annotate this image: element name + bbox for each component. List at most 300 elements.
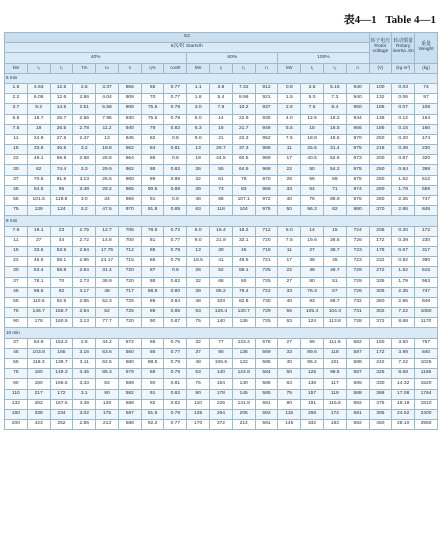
header-row-units <box>5 63 438 73</box>
table-cell: 3.5 <box>301 83 324 93</box>
table-cell: 90 <box>210 348 233 358</box>
table-cell: 747 <box>415 196 438 206</box>
table-cell: 975 <box>346 145 369 155</box>
table-cell: 1.52 <box>392 267 415 277</box>
unit-header-cell: I₁ <box>27 63 50 73</box>
table-row <box>5 389 438 399</box>
table-cell: 0.39 <box>392 145 415 155</box>
table-cell: 2.2 <box>5 94 28 104</box>
group-row <box>5 73 438 83</box>
table-cell: 93 <box>301 297 324 307</box>
table-cell: 111.8 <box>323 338 346 348</box>
table-cell: 720 <box>118 267 141 277</box>
table-cell: 584 <box>255 369 278 379</box>
table-cell: 232 <box>369 257 392 267</box>
table-cell: 92 <box>50 287 73 297</box>
table-row <box>5 359 438 369</box>
table-cell: 68.8 <box>50 267 73 277</box>
table-cell: 962 <box>118 145 141 155</box>
table-cell: 180 <box>27 379 50 389</box>
table-cell: 55 <box>5 359 28 369</box>
table-cell: 64 <box>301 185 324 195</box>
table-cell: 956 <box>346 124 369 134</box>
table-cell: 1026 <box>415 359 438 369</box>
table-row <box>5 104 438 114</box>
table-cell: 2.96 <box>73 257 96 267</box>
table-cell: 320 <box>415 155 438 165</box>
table-cell: 4.63 <box>27 83 50 93</box>
table-cell: 0.77 <box>164 236 187 246</box>
table-cell: 730 <box>255 297 278 307</box>
table-cell: 840 <box>415 348 438 358</box>
table-cell: 65 <box>141 83 164 93</box>
table-cell: 940 <box>346 83 369 93</box>
table-cell: 154 <box>415 114 438 124</box>
table-cell: 19.6 <box>301 236 324 246</box>
table-cell: 55 <box>5 196 28 206</box>
table-cell: 126 <box>96 399 119 409</box>
table-cell: 0.81 <box>164 145 187 155</box>
table-cell: 11.2 <box>96 124 119 134</box>
table-cell: 705 <box>118 226 141 236</box>
table-cell: 2.88 <box>73 155 96 165</box>
table-cell: 18.5 <box>187 257 210 267</box>
table-cell: 77 <box>210 338 233 348</box>
table-cell: 589 <box>118 379 141 389</box>
table-cell: 974 <box>346 185 369 195</box>
table-cell: 0.82 <box>164 165 187 175</box>
table-cell: 60.5 <box>232 155 255 165</box>
table-cell: 3.48 <box>73 399 96 409</box>
table-cell: 84 <box>141 145 164 155</box>
table-cell: 3.3 <box>73 165 96 175</box>
table-cell: 124 <box>50 206 73 216</box>
table-cell: 7.5 <box>278 236 301 246</box>
table-cell: 103.8 <box>27 348 50 358</box>
table-cell: 3.2 <box>73 145 96 155</box>
table-cell: 33.5 <box>27 246 50 256</box>
table-cell: 132 <box>369 94 392 104</box>
table-row <box>5 145 438 155</box>
table-cell: 136 <box>232 348 255 358</box>
table-cell: 3.1 <box>73 389 96 399</box>
table-cell: 13 <box>96 134 119 144</box>
table-cell: 976 <box>346 196 369 206</box>
table-cell: 11 <box>5 236 28 246</box>
table-cell: 588 <box>346 359 369 369</box>
table-cell: 3.13 <box>73 175 96 185</box>
table-cell: 1520 <box>415 379 438 389</box>
table-cell: 68.7 <box>323 297 346 307</box>
table-cell: 106.6 <box>210 359 233 369</box>
table-cell: 2.85 <box>73 297 96 307</box>
table-cell: 360 <box>369 297 392 307</box>
table-cell: 82.8 <box>232 297 255 307</box>
table-cell: 157 <box>301 389 324 399</box>
table-cell: 3.02 <box>73 409 96 419</box>
table-row <box>5 308 438 318</box>
table-cell: 950 <box>346 104 369 114</box>
table-cell: 587 <box>346 369 369 379</box>
table-cell: 7.32 <box>232 83 255 93</box>
table-cell: 136 <box>232 318 255 328</box>
table-cell: 21 <box>210 134 233 144</box>
table-cell: 2.75 <box>73 226 96 236</box>
table-cell: 86 <box>141 257 164 267</box>
table-cell: 122 <box>232 359 255 369</box>
table-cell: 5.0 <box>187 114 210 124</box>
table-cell: 0.8 <box>164 155 187 165</box>
table-cell: 5.58 <box>96 104 119 114</box>
table-cell: 8.96 <box>232 94 255 104</box>
table-cell: 172 <box>369 348 392 358</box>
table-cell: 579 <box>118 369 141 379</box>
table-cell: 230 <box>415 236 438 246</box>
table-cell: 1.79 <box>392 277 415 287</box>
table-cell: 700 <box>118 236 141 246</box>
table-cell: 41 <box>210 257 233 267</box>
table-cell: 118 <box>210 206 233 216</box>
table-cell: 729 <box>255 308 278 318</box>
table-cell: 726 <box>346 287 369 297</box>
table-cell: 908 <box>118 94 141 104</box>
table-cell: 372 <box>210 420 233 430</box>
table-cell: 3.16 <box>73 348 96 358</box>
table-cell: 160 <box>27 369 50 379</box>
table-cell: 591 <box>346 409 369 419</box>
table-cell: 115 <box>278 409 301 419</box>
table-cell: 2.94 <box>73 246 96 256</box>
table-cell: 5.4 <box>210 94 233 104</box>
table-cell: 75 <box>5 369 28 379</box>
table-cell: 1.8 <box>187 94 210 104</box>
table-cell: 921 <box>255 94 278 104</box>
unit-header-cell: kW <box>5 63 28 73</box>
table-cell: 84.5 <box>27 185 50 195</box>
table-cell: 50 <box>301 165 324 175</box>
table-cell: 160 <box>5 409 28 419</box>
table-cell: 124 <box>301 318 324 328</box>
table-cell: 17 <box>278 257 301 267</box>
table-cell: 154 <box>210 379 233 389</box>
unit-header-cell: I₂ <box>50 63 73 73</box>
table-cell: 7.5 <box>5 124 28 134</box>
table-cell: 52 <box>210 267 233 277</box>
table-cell: 0.89 <box>164 185 187 195</box>
table-cell: 19.1 <box>27 226 50 236</box>
table-cell: 3.98 <box>392 348 415 358</box>
table-cell: 0.67 <box>392 155 415 165</box>
table-cell: 44.5 <box>210 155 233 165</box>
table-cell: 101.5 <box>27 196 50 206</box>
table-cell: 0.79 <box>164 257 187 267</box>
table-cell: 67 <box>323 287 346 297</box>
table-cell: 18.8 <box>96 145 119 155</box>
table-cell: 27.6 <box>50 134 73 144</box>
table-cell: 0.77 <box>164 420 187 430</box>
table-cell: 24.17 <box>96 257 119 267</box>
table-cell: 113.8 <box>323 318 346 328</box>
table-row <box>5 399 438 409</box>
table-cell: 107.1 <box>232 196 255 206</box>
table-cell: 26.5 <box>50 124 73 134</box>
table-cell: 30 <box>5 267 28 277</box>
table-cell: 720 <box>118 277 141 287</box>
table-cell: 6.05 <box>27 94 50 104</box>
table-cell: 2.86 <box>392 206 415 216</box>
table-cell: 17.08 <box>392 389 415 399</box>
table-cell: 51 <box>323 277 346 287</box>
table-cell: 89 <box>141 308 164 318</box>
table-cell: 0.89 <box>164 206 187 216</box>
table-cell: 5.0 <box>278 226 301 236</box>
table-cell: 2.56 <box>73 114 96 124</box>
table-cell: 37 <box>5 175 28 185</box>
table-cell: 15 <box>5 246 28 256</box>
table-row <box>5 83 438 93</box>
table-cell: 26 <box>187 165 210 175</box>
table-cell: 86 <box>141 348 164 358</box>
table-cell: 33 <box>278 287 301 297</box>
table-cell: 15 <box>301 124 324 134</box>
table-cell: 75 <box>187 318 210 328</box>
table-cell: 70 <box>141 94 164 104</box>
table-cell: 217 <box>27 389 50 399</box>
unit-header-cell: I₁ <box>301 63 324 73</box>
table-cell: 84.9 <box>27 338 50 348</box>
table-cell: 22 <box>5 257 28 267</box>
table-cell: 17 <box>278 155 301 165</box>
table-cell: 0.82 <box>392 257 415 267</box>
table-cell: 390 <box>415 257 438 267</box>
table-cell: 38 <box>301 257 324 267</box>
table-cell: 25.5 <box>301 145 324 155</box>
table-cell: 132 <box>5 399 28 409</box>
table-cell: 3.13 <box>73 318 96 328</box>
table-cell: 83 <box>232 185 255 195</box>
table-cell: 110 <box>5 389 28 399</box>
table-cell: 718 <box>255 246 278 256</box>
table-cell: 3.48 <box>73 185 96 195</box>
table-cell: 105.4 <box>301 308 324 318</box>
table-cell: 0.83 <box>164 124 187 134</box>
table-cell: 725 <box>255 267 278 277</box>
table-cell: 88 <box>141 165 164 175</box>
table-cell: 15 <box>323 226 346 236</box>
table-cell: 126.4 <box>210 308 233 318</box>
table-cell: 156.7 <box>50 308 73 318</box>
table-cell: 91.5 <box>50 175 73 185</box>
table-cell: 560 <box>118 348 141 358</box>
group-label: 8 min <box>5 216 438 226</box>
table-cell: 332 <box>301 420 324 430</box>
table-cell: 729 <box>346 277 369 287</box>
table-title <box>338 11 436 27</box>
table-cell: 294 <box>210 409 233 419</box>
table-cell: 940 <box>118 124 141 134</box>
table-cell: 170 <box>187 420 210 430</box>
table-row <box>5 94 438 104</box>
table-cell: 218 <box>369 145 392 155</box>
table-cell: 0.20 <box>392 134 415 144</box>
table-cell: 23 <box>50 226 73 236</box>
table-cell: 317 <box>415 246 438 256</box>
table-cell: 5.5 <box>5 114 28 124</box>
table-cell: 10.2 <box>232 104 255 114</box>
table-cell: 119.8 <box>50 196 73 206</box>
table-cell: 591 <box>255 399 278 409</box>
table-cell: 3.7 <box>5 104 28 114</box>
table-cell: 91.8 <box>141 206 164 216</box>
table-cell: 40.5 <box>301 155 324 165</box>
table-cell: 33 <box>278 348 301 358</box>
table-cell: 7.22 <box>392 359 415 369</box>
table-cell: 55 <box>301 175 324 185</box>
table-cell: 2950 <box>415 420 438 430</box>
table-cell: 475 <box>369 399 392 409</box>
table-cell: 30 <box>210 246 233 256</box>
table-cell: 7.95 <box>96 114 119 124</box>
table-cell: 18.5 <box>323 134 346 144</box>
table-cell: 6.0 <box>187 226 210 236</box>
table-cell: 587 <box>118 409 141 419</box>
table-cell: 580 <box>118 359 141 369</box>
table-cell: 7.5 <box>278 134 301 144</box>
table-cell: 569 <box>255 348 278 358</box>
table-cell: 0.89 <box>164 175 187 185</box>
table-cell: 118 <box>323 348 346 358</box>
table-row <box>5 287 438 297</box>
table-cell: 40 <box>278 196 301 206</box>
table-cell: 512 <box>415 175 438 185</box>
table-cell: 139 <box>27 206 50 216</box>
table-cell: 0.79 <box>164 369 187 379</box>
table-cell: 26.6 <box>96 155 119 165</box>
table-cell: 515 <box>415 267 438 277</box>
table-cell: 74 <box>415 83 438 93</box>
table-cell: 0.78 <box>164 104 187 114</box>
table-cell: 166.6 <box>50 379 73 389</box>
table-row <box>5 206 438 216</box>
table-cell: 45 <box>323 257 346 267</box>
table-row <box>5 420 438 430</box>
table-cell: 70.5 <box>27 175 50 185</box>
inertia-header: 转动惯量 Rotary inertia Jm <box>392 33 415 64</box>
table-cell: 2400 <box>415 409 438 419</box>
table-cell: 79.4 <box>232 287 255 297</box>
table-cell: 721 <box>255 257 278 267</box>
group-label: 6 min <box>5 73 438 83</box>
table-cell: 973 <box>346 155 369 165</box>
table-cell: 2.73 <box>73 277 96 287</box>
group-row <box>5 216 438 226</box>
table-cell: 26 <box>187 267 210 277</box>
table-cell: 55 <box>210 165 233 175</box>
table-cell: 104 <box>232 206 255 216</box>
table-cell: 720 <box>118 318 141 328</box>
table-cell: 88.5 <box>141 359 164 369</box>
table-cell: 970 <box>346 134 369 144</box>
group-label: 10 min <box>5 328 438 338</box>
table-cell: 1810 <box>415 399 438 409</box>
table-cell: 0.39 <box>392 236 415 246</box>
table-cell: 27 <box>27 236 50 246</box>
table-cell: 0.77 <box>164 83 187 93</box>
table-cell: 1.78 <box>392 185 415 195</box>
table-cell: 54.2 <box>323 165 346 175</box>
table-cell: 89 <box>141 369 164 379</box>
unit-header-cell: (V) <box>369 63 392 73</box>
table-cell: 0.76 <box>164 338 187 348</box>
table-cell: 185 <box>369 124 392 134</box>
table-cell: 11 <box>5 134 28 144</box>
table-cell: 40 <box>278 359 301 369</box>
table-cell: 1156 <box>415 369 438 379</box>
table-cell: 19.18 <box>392 399 415 409</box>
table-cell: 13 <box>187 246 210 256</box>
table-cell: 563 <box>415 277 438 287</box>
table-cell: 944 <box>346 114 369 124</box>
table-cell: 108 <box>415 104 438 114</box>
table-cell: 0.82 <box>164 389 187 399</box>
table-cell: 12.5 <box>50 83 73 93</box>
table-cell: 0.81 <box>164 379 187 389</box>
table-cell: 119 <box>323 389 346 399</box>
table-cell: 77.7 <box>96 318 119 328</box>
table-cell: 325 <box>369 369 392 379</box>
table-cell: 32 <box>187 277 210 287</box>
unit-header-cell: Tm <box>73 63 96 73</box>
table-cell: 9.0 <box>187 134 210 144</box>
table-cell: 103 <box>210 297 233 307</box>
table-cell: 79 <box>141 124 164 134</box>
table-cell: 0.67 <box>392 246 415 256</box>
table-cell: 0.72 <box>164 226 187 236</box>
table-cell: 1.5 <box>278 94 301 104</box>
table-cell: 88 <box>141 277 164 287</box>
table-cell: 75 <box>5 308 28 318</box>
table-cell: 3.37 <box>96 83 119 93</box>
table-cell: 969 <box>118 196 141 206</box>
table-cell: 83 <box>96 379 119 389</box>
table-cell: 74.4 <box>50 165 73 175</box>
table-row <box>5 267 438 277</box>
table-cell: 26.6 <box>323 236 346 246</box>
table-cell: 96.5 <box>27 287 50 297</box>
table-row <box>5 155 438 165</box>
table-cell: 133.4 <box>232 338 255 348</box>
table-row <box>5 124 438 134</box>
table-cell: 16.5 <box>323 124 346 134</box>
unit-header-cell: kW <box>278 63 301 73</box>
table-cell: 290 <box>369 185 392 195</box>
table-cell: 9.0 <box>187 236 210 246</box>
table-cell: 117 <box>323 379 346 389</box>
table-cell: 969 <box>255 185 278 195</box>
table-cell: 13 <box>187 145 210 155</box>
table-cell: 98.5 <box>323 369 346 379</box>
table-cell: 47.5 <box>96 206 119 216</box>
table-cell: 592 <box>255 409 278 419</box>
table-cell: 29.7 <box>210 145 233 155</box>
table-cell: 95 <box>50 185 73 195</box>
table-row <box>5 165 438 175</box>
table-cell: 5.0 <box>301 94 324 104</box>
table-cell: 31.4 <box>323 145 346 155</box>
table-cell: 0.77 <box>164 94 187 104</box>
table-cell: 1.52 <box>392 175 415 185</box>
table-cell: 178 <box>210 389 233 399</box>
